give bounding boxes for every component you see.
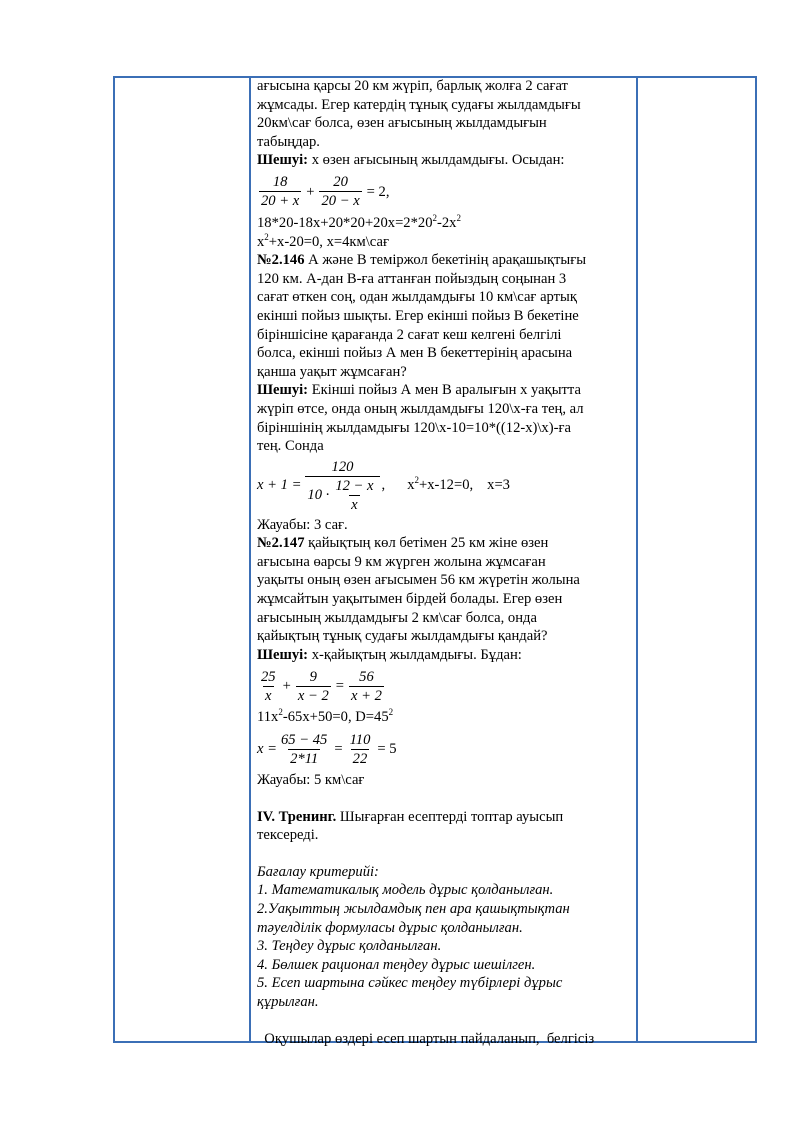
text-line: біріншінің жылдамдығы 120\x-10=10*((12-x)\x)-ға [257,419,571,436]
fraction: $\frac{20}{20 - x}$ [321,174,360,210]
text-line: жүріп өтсе, онда оның жылдамдығы 120\x-ға тең, ал [257,400,584,417]
criteria-item: 1. Математикалық модель дұрыс қолданылған. [257,882,554,899]
fraction: $\frac{110}{22}$ [349,731,371,767]
solution-2: Шешуі: Екінші пойыз А мен В аралығын x уақытта [257,382,581,399]
text-line: қанша уақыт жұмсаған? [257,363,407,380]
text-line: ағысына қарсы 20 км жүріп, барлық жолға 2 сағат [257,78,568,94]
criteria-item: 4. Бөлшек рационал теңдеу дұрыс шешілген. [257,956,536,973]
calc-line: $x^2+x-20=0$, x=4км\сағ [257,231,389,250]
fraction: 120 10 · $\frac{12 - x}{x}$ [305,458,379,514]
criteria-item: 2.Уақыттың жылдамдық пен ара қашықтықтан [257,901,570,917]
fraction: $\frac{9}{x - 2}$ [297,668,329,704]
fraction: $\frac{25}{x}$ [261,668,276,704]
text-line: 120 км. А-дан В-ға аттанған пойыздың соңынан 3 [257,270,567,287]
equation-2: x + 1 = 120 10 · $\frac{12 - x}{x}$ , $x^2+x-12=0$, x=3 [257,458,510,513]
text-line: жұмсайтын уақытымен бірдей болады. Егер өзен [257,591,563,608]
criteria-item: тәуелділік формуласы дұрыс қолданылған. [257,919,523,936]
text-line: тең. Сонда [257,438,324,455]
column-divider-1 [249,76,251,1043]
equation-3: $\frac{25}{x}$ + $\frac{9}{x - 2}$ = $\frac{56}{x + 2}$ [261,668,382,704]
text-line: екінші пойыз шықты. Егер екінші пойыз В бекетіне [257,307,579,324]
fraction: $\frac{65 - 45}{2*11}$ [280,731,328,767]
solution-3: Шешуі: x-қайықтың жылдамдығы. Бұдан: [257,646,522,663]
text-line: ағысының жылдамдығы 2 км\сағ болса, онда [257,609,537,626]
text-line: болса, екінші пойыз А мен В бекеттерінің арасына [257,345,573,362]
text-line: жұмсады. Егер катердің тұнық судағы жылдамдығы [257,96,581,113]
criteria-item: 3. Теңдеу дұрыс қолданылған. [257,938,442,955]
equation-4: x = $\frac{65 - 45}{2*11}$ = $\frac{110}{22}$ = 5 [257,731,397,767]
text-line: ағысына өарсы 9 км жүрген жолына жұмсаған [257,553,546,570]
equation-1: $\frac{18}{20 + x}$ + $\frac{20}{20 - x}$ = 2, [261,174,390,210]
text-line: біріншісіне қарағанда 2 сағат кеш келгені белгілі [257,326,562,343]
fraction: $\frac{18}{20 + x}$ [261,174,300,210]
column-divider-2 [636,76,638,1043]
text-line: Оқушылар өздері есеп шартын пайдаланып, белгісіз [257,1030,595,1047]
text-line: қайықтың тұнық судағы жылдамдығы қандай? [257,628,548,645]
solution-label: Шешуі: [257,152,309,169]
text-line: табыңдар. [257,133,320,150]
text-line: сағат өткен соң, одан жылдамдығы 10 км\сағ артық [257,289,577,306]
text-line: 20км\сағ болса, өзен ағысының жылдамдығын [257,115,547,132]
answer-2: Жауабы: 3 сағ. [257,516,348,533]
problem-147-line: №2.147 қайықтың көл бетімен 25 км жіне өзен [257,535,549,552]
criteria-title: Бағалау критерийі: [257,863,379,880]
solution-1 [257,151,633,170]
training-line: IV. Тренинг. Шығарған есептерді топтар ауысып [257,808,564,825]
text-line: уақыты оның өзен ағысымен 56 км жүретін жолына [257,572,580,589]
text-line: тексереді. [257,827,319,844]
criteria-item: құрылған. [257,993,319,1010]
solution-text: x өзен ағысының жылдамдығы. Осыдан: [308,152,565,169]
calc-line: $11x^2-65x+50=0$, $D=45^2$ [257,707,394,726]
fraction: $\frac{56}{x + 2}$ [350,668,382,704]
answer-3: Жауабы: 5 км\сағ [257,772,365,789]
calc-line: $18*20-18x+20*20+20x=2*20^2-2x^2$ [257,213,461,231]
criteria-item: 5. Есеп шартына сәйкес теңдеу түбірлері дұрыс [257,975,563,992]
main-column [257,77,633,1048]
problem-146-line: №2.146 А және В теміржол бекетінің арақашықтығы [257,252,587,269]
